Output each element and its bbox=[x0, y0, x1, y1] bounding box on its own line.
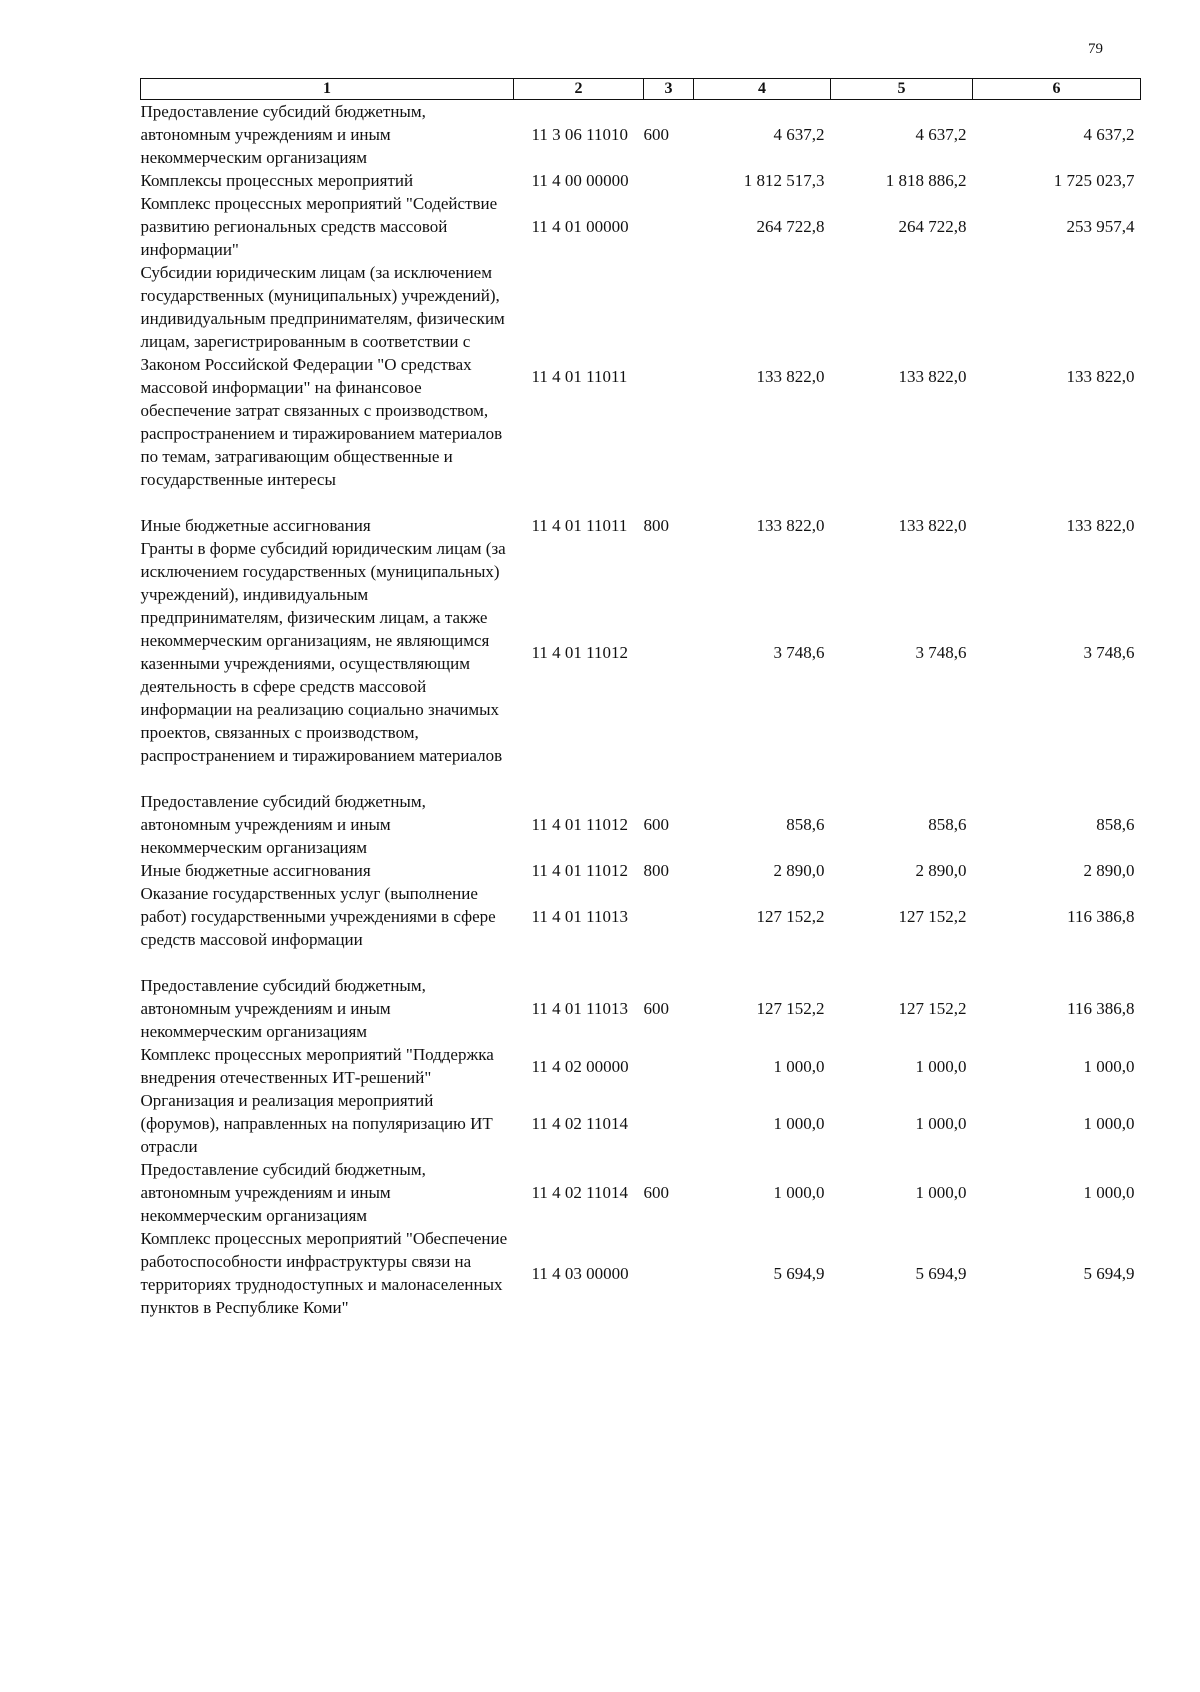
page-number: 79 bbox=[1088, 41, 1103, 57]
row-description: Комплексы процессных мероприятий bbox=[140, 171, 414, 190]
table-row bbox=[141, 192, 1141, 261]
row-description: Иные бюджетные ассигнования bbox=[140, 516, 371, 535]
header-row bbox=[141, 79, 1141, 100]
header-col-3: 3 bbox=[644, 79, 694, 100]
row-value-col-6: 133 822,0 bbox=[1066, 516, 1135, 535]
row-description: Комплекс процессных мероприятий "Обеспечение работоспособности инфраструктуры связи на территориях труднодоступных и малонаселенных пунктов в Республике Коми" bbox=[140, 1229, 508, 1317]
row-value-col-5: 1 000,0 bbox=[915, 1056, 967, 1076]
row-code: 11 4 01 11011 bbox=[531, 366, 628, 386]
row-value-col-5: 133 822,0 bbox=[898, 516, 967, 535]
row-code: 11 4 01 11012 bbox=[531, 861, 628, 880]
table-row bbox=[141, 1043, 1141, 1089]
row-expense-type bbox=[644, 882, 694, 974]
row-expense-type: 600 bbox=[643, 125, 669, 144]
row-value-col-6: 116 386,8 bbox=[1067, 907, 1135, 926]
row-description: Иные бюджетные ассигнования bbox=[140, 861, 371, 880]
row-value-col-5: 1 000,0 bbox=[915, 1114, 967, 1133]
row-value-col-5: 127 152,2 bbox=[898, 907, 967, 926]
row-value-col-5: 1 818 886,2 bbox=[885, 171, 967, 190]
row-description: Предоставление субсидий бюджетным, автономным учреждениям и иным некоммерческим организациям bbox=[140, 1160, 426, 1225]
row-value-col-6: 858,6 bbox=[1096, 815, 1135, 834]
row-code: 11 4 01 11012 bbox=[531, 815, 628, 834]
row-value-col-4: 3 748,6 bbox=[773, 642, 825, 662]
row-value-col-5: 133 822,0 bbox=[898, 366, 967, 386]
row-value-col-4: 1 000,0 bbox=[773, 1056, 825, 1076]
row-value-col-5: 4 637,2 bbox=[915, 125, 967, 144]
row-description: Комплекс процессных мероприятий "Поддержка внедрения отечественных ИТ-решений" bbox=[140, 1045, 494, 1087]
row-description: Организация и реализация мероприятий (форумов), направленных на популяризацию ИТ отрасли bbox=[140, 1091, 493, 1156]
row-expense-type bbox=[644, 537, 694, 790]
row-value-col-6: 1 725 023,7 bbox=[1053, 171, 1135, 190]
row-value-col-6: 116 386,8 bbox=[1067, 999, 1135, 1018]
row-value-col-4: 1 812 517,3 bbox=[743, 171, 825, 190]
row-value-col-5: 5 694,9 bbox=[915, 1263, 967, 1283]
row-value-col-6: 3 748,6 bbox=[1083, 642, 1135, 662]
row-code: 11 3 06 11010 bbox=[531, 125, 628, 144]
row-code: 11 4 01 00000 bbox=[531, 217, 629, 236]
table-row bbox=[141, 790, 1141, 859]
table-row bbox=[141, 261, 1141, 514]
row-expense-type: 800 bbox=[643, 516, 669, 535]
row-value-col-4: 5 694,9 bbox=[773, 1263, 825, 1283]
row-value-col-6: 1 000,0 bbox=[1083, 1056, 1135, 1076]
row-expense-type bbox=[644, 1227, 694, 1319]
row-expense-type bbox=[644, 169, 694, 192]
row-code: 11 4 02 00000 bbox=[531, 1056, 629, 1076]
row-code: 11 4 01 11011 bbox=[531, 516, 628, 535]
row-value-col-5: 264 722,8 bbox=[898, 217, 967, 236]
row-value-col-4: 264 722,8 bbox=[756, 217, 825, 236]
header-col-4: 4 bbox=[694, 79, 831, 100]
row-value-col-5: 858,6 bbox=[928, 815, 967, 834]
row-code: 11 4 00 00000 bbox=[531, 171, 629, 190]
row-value-col-4: 127 152,2 bbox=[756, 907, 825, 926]
budget-table bbox=[140, 78, 1141, 1319]
row-value-col-6: 2 890,0 bbox=[1083, 861, 1135, 880]
row-value-col-6: 1 000,0 bbox=[1083, 1183, 1135, 1202]
row-value-col-5: 3 748,6 bbox=[915, 642, 967, 662]
row-value-col-4: 133 822,0 bbox=[756, 366, 825, 386]
row-description: Предоставление субсидий бюджетным, автономным учреждениям и иным некоммерческим организациям bbox=[140, 976, 426, 1041]
row-code: 11 4 02 11014 bbox=[531, 1114, 628, 1133]
row-description: Субсидии юридическим лицам (за исключением государственных (муниципальных) учреждений), индивидуальным предпринимателям, физическим лицам, зарегистрированным в соответствии с Законом Российской Федерации "О средствах массовой информации" на финансовое обеспечение затрат связанных с производством, распространением и тиражированием материалов по темам, затрагивающим общественные и государственные интересы bbox=[140, 263, 505, 489]
row-value-col-4: 2 890,0 bbox=[773, 861, 825, 880]
row-value-col-5: 127 152,2 bbox=[898, 999, 967, 1018]
budget-table-container bbox=[140, 78, 1140, 1319]
row-code: 11 4 01 11013 bbox=[531, 907, 628, 926]
row-value-col-6: 133 822,0 bbox=[1066, 366, 1135, 386]
header-col-5: 5 bbox=[831, 79, 973, 100]
table-row bbox=[141, 882, 1141, 974]
row-description: Гранты в форме субсидий юридическим лицам (за исключением государственных (муниципальных) учреждений), индивидуальным предпринимателям, физическим лицам, а также некоммерческим организациям, не являющимся казенными учреждениями, осуществляющим деятельность в сфере средств массовой информации на реализацию социально значимых проектов, связанных с производством, распространением и тиражированием материалов bbox=[140, 539, 506, 765]
header-col-2: 2 bbox=[514, 79, 644, 100]
header-col-6: 6 bbox=[973, 79, 1141, 100]
row-value-col-4: 127 152,2 bbox=[756, 999, 825, 1018]
row-value-col-6: 253 957,4 bbox=[1066, 217, 1135, 236]
row-expense-type bbox=[644, 261, 694, 514]
row-value-col-4: 133 822,0 bbox=[756, 516, 825, 535]
row-expense-type: 600 bbox=[643, 1183, 669, 1202]
table-row bbox=[141, 1227, 1141, 1319]
row-description: Комплекс процессных мероприятий "Содействие развитию региональных средств массовой информации" bbox=[140, 194, 498, 259]
row-value-col-4: 1 000,0 bbox=[773, 1114, 825, 1133]
row-description: Предоставление субсидий бюджетным, автономным учреждениям и иным некоммерческим организациям bbox=[140, 792, 426, 857]
row-expense-type bbox=[644, 1043, 694, 1089]
table-row bbox=[141, 100, 1141, 170]
row-description: Предоставление субсидий бюджетным, автономным учреждениям и иным некоммерческим организациям bbox=[140, 102, 426, 167]
row-value-col-6: 5 694,9 bbox=[1083, 1263, 1135, 1283]
row-value-col-4: 858,6 bbox=[786, 815, 825, 834]
row-expense-type: 600 bbox=[643, 999, 669, 1018]
row-value-col-6: 1 000,0 bbox=[1083, 1114, 1135, 1133]
header-col-1: 1 bbox=[141, 79, 514, 100]
table-row bbox=[141, 537, 1141, 790]
row-value-col-5: 1 000,0 bbox=[915, 1183, 967, 1202]
row-expense-type bbox=[644, 1089, 694, 1158]
row-code: 11 4 03 00000 bbox=[531, 1263, 629, 1283]
row-value-col-5: 2 890,0 bbox=[915, 861, 967, 880]
row-expense-type: 800 bbox=[643, 861, 669, 880]
row-value-col-6: 4 637,2 bbox=[1083, 125, 1135, 144]
row-code: 11 4 01 11012 bbox=[531, 642, 628, 662]
row-code: 11 4 01 11013 bbox=[531, 999, 628, 1018]
table-row bbox=[141, 514, 1141, 537]
row-expense-type bbox=[644, 192, 694, 261]
table-row bbox=[141, 169, 1141, 192]
table-row bbox=[141, 1158, 1141, 1227]
row-expense-type: 600 bbox=[643, 815, 669, 834]
row-code: 11 4 02 11014 bbox=[531, 1183, 628, 1202]
table-row bbox=[141, 1089, 1141, 1158]
row-description: Оказание государственных услуг (выполнение работ) государственными учреждениями в сфере средств массовой информации bbox=[140, 884, 496, 949]
table-row bbox=[141, 974, 1141, 1043]
table-row bbox=[141, 859, 1141, 882]
row-value-col-4: 1 000,0 bbox=[773, 1183, 825, 1202]
row-value-col-4: 4 637,2 bbox=[773, 125, 825, 144]
